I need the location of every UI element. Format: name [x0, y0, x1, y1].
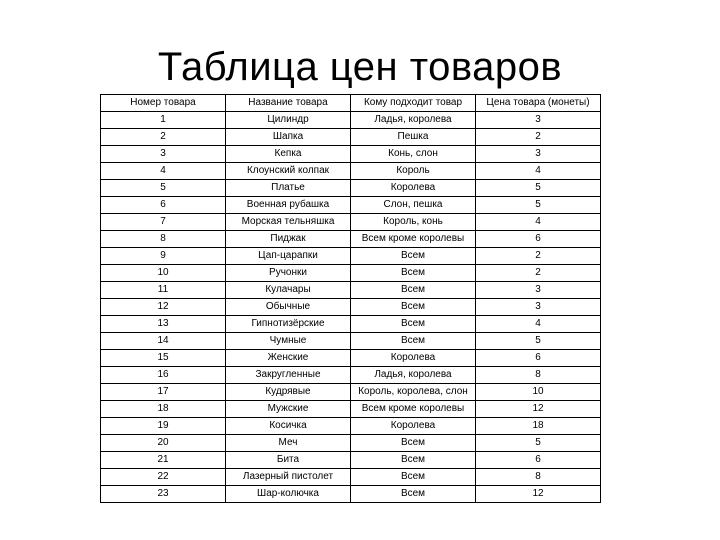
page-title: Таблица цен товаров — [157, 45, 563, 89]
cell-price: 4 — [476, 316, 601, 333]
cell-suitable-for: Всем — [351, 248, 476, 265]
table-row — [101, 367, 601, 384]
cell-item-name: Обычные — [226, 299, 351, 316]
cell-suitable-for: Ладья, королева — [351, 112, 476, 129]
cell-item-name: Бита — [226, 452, 351, 469]
cell-item-name: Кулачары — [226, 282, 351, 299]
cell-item-number: 18 — [101, 401, 226, 418]
cell-item-number: 14 — [101, 333, 226, 350]
table-row — [101, 384, 601, 401]
cell-item-name: Чумные — [226, 333, 351, 350]
cell-price: 6 — [476, 452, 601, 469]
cell-item-number: 8 — [101, 231, 226, 248]
cell-suitable-for: Всем — [351, 316, 476, 333]
cell-price: 18 — [476, 418, 601, 435]
cell-item-number: 2 — [101, 129, 226, 146]
cell-item-number: 16 — [101, 367, 226, 384]
table-body — [101, 112, 601, 503]
cell-price: 5 — [476, 197, 601, 214]
cell-item-name: Косичка — [226, 418, 351, 435]
header-item-name: Название товара — [226, 95, 351, 112]
cell-suitable-for: Всем — [351, 469, 476, 486]
cell-item-number: 9 — [101, 248, 226, 265]
cell-suitable-for: Всем кроме королевы — [351, 401, 476, 418]
cell-price: 4 — [476, 163, 601, 180]
cell-item-name: Шар-колючка — [226, 486, 351, 503]
cell-price: 3 — [476, 299, 601, 316]
cell-item-name: Женские — [226, 350, 351, 367]
cell-suitable-for: Конь, слон — [351, 146, 476, 163]
cell-price: 2 — [476, 248, 601, 265]
table-row — [101, 435, 601, 452]
table-row — [101, 418, 601, 435]
cell-item-name: Цап-царапки — [226, 248, 351, 265]
cell-item-name: Пиджак — [226, 231, 351, 248]
cell-item-name: Меч — [226, 435, 351, 452]
cell-price: 12 — [476, 486, 601, 503]
cell-item-name: Гипнотизёрские — [226, 316, 351, 333]
cell-suitable-for: Всем — [351, 299, 476, 316]
cell-price: 6 — [476, 231, 601, 248]
cell-suitable-for: Король, конь — [351, 214, 476, 231]
cell-price: 6 — [476, 350, 601, 367]
cell-suitable-for: Королева — [351, 350, 476, 367]
cell-item-name: Шапка — [226, 129, 351, 146]
cell-suitable-for: Всем — [351, 486, 476, 503]
table-row — [101, 180, 601, 197]
cell-item-name: Кудрявые — [226, 384, 351, 401]
cell-price: 5 — [476, 333, 601, 350]
cell-suitable-for: Король, королева, слон — [351, 384, 476, 401]
cell-item-name: Лазерный пистолет — [226, 469, 351, 486]
cell-item-name: Цилиндр — [226, 112, 351, 129]
price-table — [100, 94, 601, 503]
table-row — [101, 248, 601, 265]
cell-item-number: 7 — [101, 214, 226, 231]
cell-item-name: Кепка — [226, 146, 351, 163]
cell-price: 4 — [476, 214, 601, 231]
cell-item-number: 15 — [101, 350, 226, 367]
cell-item-number: 22 — [101, 469, 226, 486]
table-row — [101, 197, 601, 214]
cell-suitable-for: Всем — [351, 452, 476, 469]
cell-price: 3 — [476, 112, 601, 129]
table-row — [101, 129, 601, 146]
table-row — [101, 299, 601, 316]
table-row — [101, 333, 601, 350]
table-row — [101, 452, 601, 469]
table-row — [101, 401, 601, 418]
cell-item-number: 21 — [101, 452, 226, 469]
cell-suitable-for: Всем — [351, 282, 476, 299]
cell-item-number: 19 — [101, 418, 226, 435]
cell-price: 8 — [476, 367, 601, 384]
table-row — [101, 231, 601, 248]
table-row — [101, 282, 601, 299]
cell-price: 8 — [476, 469, 601, 486]
cell-price: 5 — [476, 435, 601, 452]
cell-item-number: 3 — [101, 146, 226, 163]
cell-item-name: Закругленные — [226, 367, 351, 384]
cell-suitable-for: Ладья, королева — [351, 367, 476, 384]
cell-item-number: 11 — [101, 282, 226, 299]
header-price: Цена товара (монеты) — [476, 95, 601, 112]
cell-item-number: 5 — [101, 180, 226, 197]
cell-price: 5 — [476, 180, 601, 197]
cell-suitable-for: Всем кроме королевы — [351, 231, 476, 248]
cell-suitable-for: Слон, пешка — [351, 197, 476, 214]
cell-item-number: 23 — [101, 486, 226, 503]
cell-item-number: 12 — [101, 299, 226, 316]
table-row — [101, 163, 601, 180]
table-row — [101, 316, 601, 333]
header-suitable-for: Кому подходит товар — [351, 95, 476, 112]
cell-item-name: Ручонки — [226, 265, 351, 282]
table-row — [101, 146, 601, 163]
cell-price: 2 — [476, 265, 601, 282]
cell-item-number: 17 — [101, 384, 226, 401]
table-row — [101, 112, 601, 129]
table-row — [101, 486, 601, 503]
cell-suitable-for: Всем — [351, 265, 476, 282]
cell-price: 3 — [476, 282, 601, 299]
cell-item-number: 13 — [101, 316, 226, 333]
cell-price: 12 — [476, 401, 601, 418]
cell-item-number: 10 — [101, 265, 226, 282]
table-row — [101, 214, 601, 231]
cell-suitable-for: Всем — [351, 333, 476, 350]
cell-item-number: 4 — [101, 163, 226, 180]
table-header-row — [101, 95, 601, 112]
cell-suitable-for: Королева — [351, 418, 476, 435]
cell-price: 10 — [476, 384, 601, 401]
cell-item-name: Морская тельняшка — [226, 214, 351, 231]
table-row — [101, 469, 601, 486]
cell-item-name: Платье — [226, 180, 351, 197]
table-row — [101, 350, 601, 367]
cell-item-name: Мужские — [226, 401, 351, 418]
cell-price: 2 — [476, 129, 601, 146]
cell-price: 3 — [476, 146, 601, 163]
cell-suitable-for: Король — [351, 163, 476, 180]
cell-item-number: 20 — [101, 435, 226, 452]
cell-suitable-for: Всем — [351, 435, 476, 452]
table-row — [101, 265, 601, 282]
cell-item-number: 1 — [101, 112, 226, 129]
cell-suitable-for: Королева — [351, 180, 476, 197]
cell-item-name: Военная рубашка — [226, 197, 351, 214]
cell-suitable-for: Пешка — [351, 129, 476, 146]
header-item-number: Номер товара — [101, 95, 226, 112]
cell-item-name: Клоунский колпак — [226, 163, 351, 180]
cell-item-number: 6 — [101, 197, 226, 214]
